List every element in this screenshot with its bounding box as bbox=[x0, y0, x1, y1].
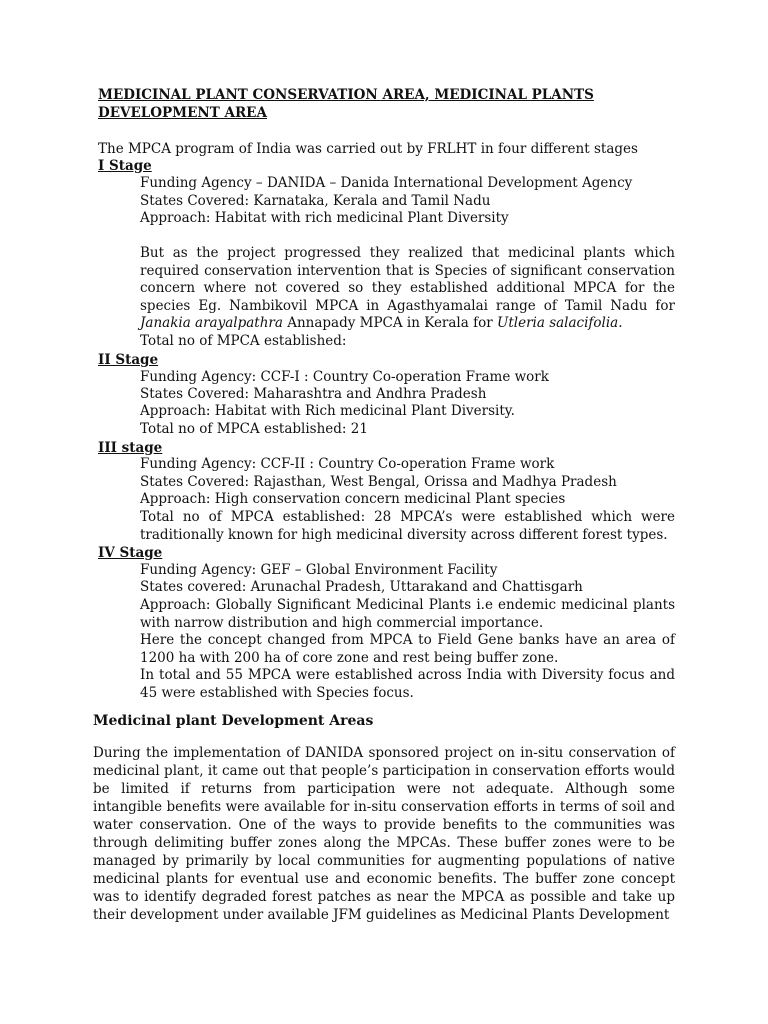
species-name-2: Utleria salacifolia. bbox=[496, 315, 623, 331]
stage-1-funding: Funding Agency – DANIDA – Danida International Development Agency bbox=[140, 175, 633, 191]
stage-3-total: Total no of MPCA established: 28 MPCA’s were established which were traditionally known for high medicinal diversity across different forest types. bbox=[140, 509, 675, 543]
stage-1-note-text-2: Annapady MPCA in Kerala for bbox=[282, 315, 497, 331]
stage-4-approach: Approach: Globally Significant Medicinal Plants i.e endemic medicinal plants with narrow distribution and high commercial importance. bbox=[140, 597, 675, 631]
stage-2-approach: Approach: Habitat with Rich medicinal Plant Diversity. bbox=[140, 403, 515, 419]
stage-2-states: States Covered: Maharashtra and Andhra Pradesh bbox=[140, 386, 487, 402]
section-2-title: Medicinal plant Development Areas bbox=[93, 713, 374, 729]
stage-1-heading: I Stage bbox=[98, 158, 152, 174]
stage-1-states: States Covered: Karnataka, Kerala and Tamil Nadu bbox=[140, 193, 491, 209]
stage-3-heading: III stage bbox=[98, 440, 163, 456]
stage-3-funding: Funding Agency: CCF-II : Country Co-operation Frame work bbox=[140, 456, 555, 472]
stage-1-approach: Approach: Habitat with rich medicinal Plant Diversity bbox=[140, 210, 509, 226]
stage-2-total: Total no of MPCA established: 21 bbox=[140, 421, 368, 437]
stage-1-note-text: But as the project progressed they realized that medicinal plants which required conservation intervention that is Species of significant conservation concern where not covered so they established additional MPCA for the species Eg. Nambikovil MPCA in Agasthyamalai range of Tamil Nadu for bbox=[140, 245, 675, 314]
stage-1-note bbox=[140, 245, 675, 333]
section-2-body: During the implementation of DANIDA sponsored project on in-situ conservation of medicinal plant, it came out that people’s participation in conservation efforts would be limited if returns from participation were not adequate. Although some intangible benefits were available for in-situ conservation efforts in terms of soil and water conservation. One of the ways to provide benefits to the communities was through delimiting buffer zones along the MPCAs. These buffer zones were to be managed by primarily by local communities for augmenting populations of native medicinal plants for eventual use and economic benefits. The buffer zone concept was to identify degraded forest patches as near the MPCA as possible and take up their development under available JFM guidelines as Medicinal Plants Development bbox=[93, 745, 675, 923]
stage-2-funding: Funding Agency: CCF-I : Country Co-operation Frame work bbox=[140, 369, 549, 385]
stage-4-states: States covered: Arunachal Pradesh, Uttarakand and Chattisgarh bbox=[140, 579, 583, 595]
species-name-1: Janakia arayalpathra bbox=[140, 315, 283, 331]
stage-3-approach: Approach: High conservation concern medicinal Plant species bbox=[140, 491, 566, 507]
stage-3-states: States Covered: Rajasthan, West Bengal, Orissa and Madhya Pradesh bbox=[140, 474, 617, 490]
document-title: MEDICINAL PLANT CONSERVATION AREA, MEDICINAL PLANTS DEVELOPMENT AREA bbox=[98, 87, 594, 121]
intro-text: The MPCA program of India was carried out by FRLHT in four different stages bbox=[98, 141, 638, 157]
stage-4-funding: Funding Agency: GEF – Global Environment Facility bbox=[140, 562, 498, 578]
stage-4-concept: Here the concept changed from MPCA to Field Gene banks have an area of 1200 ha with 200 ha of core zone and rest being buffer zone. bbox=[140, 632, 675, 666]
stage-4-heading: IV Stage bbox=[98, 545, 163, 561]
stage-1-total: Total no of MPCA established: bbox=[140, 333, 347, 349]
stage-4-total: In total and 55 MPCA were established across India with Diversity focus and 45 were established with Species focus. bbox=[140, 667, 675, 701]
stage-2-heading: II Stage bbox=[98, 352, 159, 368]
